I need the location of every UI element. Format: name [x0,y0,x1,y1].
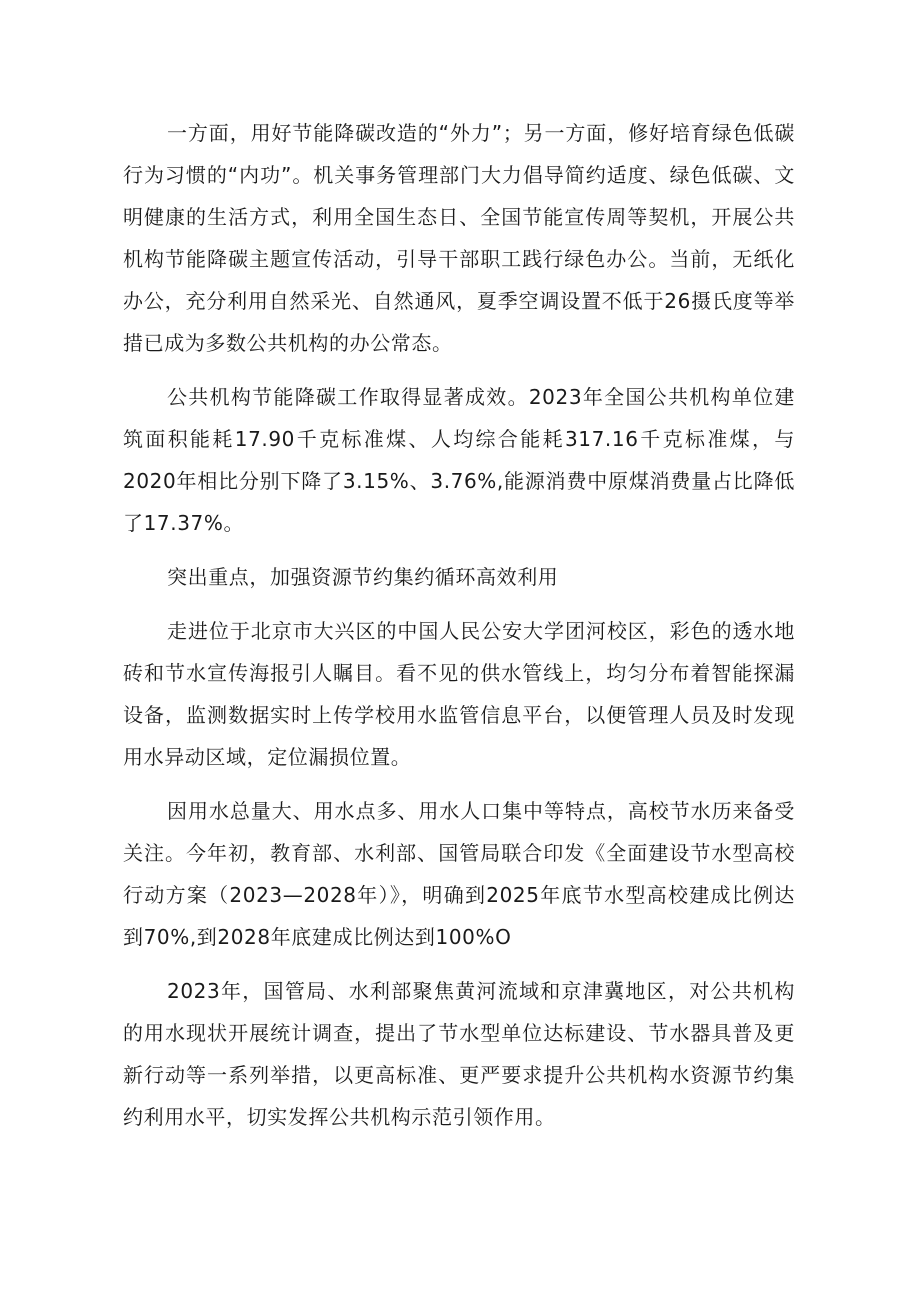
paragraph-energy-results: 公共机构节能降碳工作取得显著成效。2023年全国公共机构单位建筑面积能耗17.90千克标准煤、人均综合能耗317.16千克标准煤，与2020年相比分别下降了3.15%、3.76%,能源消费中原煤消费量占比降低了17.37%。 [123,385,795,535]
paragraph-campus-water: 走进位于北京市大兴区的中国人民公安大学团河校区，彩色的透水地砖和节水宣传海报引人瞩目。看不见的供水管线上，均匀分布着智能探漏设备，监测数据实时上传学校用水监管信息平台，以便管理人员及时发现用水异动区域，定位漏损位置。 [123,619,795,769]
section-heading-resources: 突出重点，加强资源节约集约循环高效利用 [167,565,559,589]
paragraph-water-survey: 2023年，国管局、水利部聚焦黄河流域和京津冀地区，对公共机构的用水现状开展统计调查，提出了节水型单位达标建设、节水器具普及更新行动等一系列举措，以更高标准、更严要求提升公共机构水资源节约集约利用水平，切实发挥公共机构示范引领作用。 [123,979,795,1129]
document-body [123,112,795,1150]
paragraph-energy-habits: 一方面，用好节能降碳改造的“外力”；另一方面，修好培育绿色低碳行为习惯的“内功”。机关事务管理部门大力倡导简约适度、绿色低碳、文明健康的生活方式，利用全国生态日、全国节能宣传周等契机，开展公共机构节能降碳主题宣传活动，引导干部职工践行绿色办公。当前，无纸化办公，充分利用自然采光、自然通风，夏季空调设置不低于26摄氏度等举措已成为多数公共机构的办公常态。 [123,121,795,355]
paragraph-university-plan: 因用水总量大、用水点多、用水人口集中等特点，高校节水历来备受关注。今年初，教育部、水利部、国管局联合印发《全面建设节水型高校行动方案（2023—2028年）》，明确到2025年底节水型高校建成比例达到70%,到2028年底建成比例达到100%O [123,799,795,949]
